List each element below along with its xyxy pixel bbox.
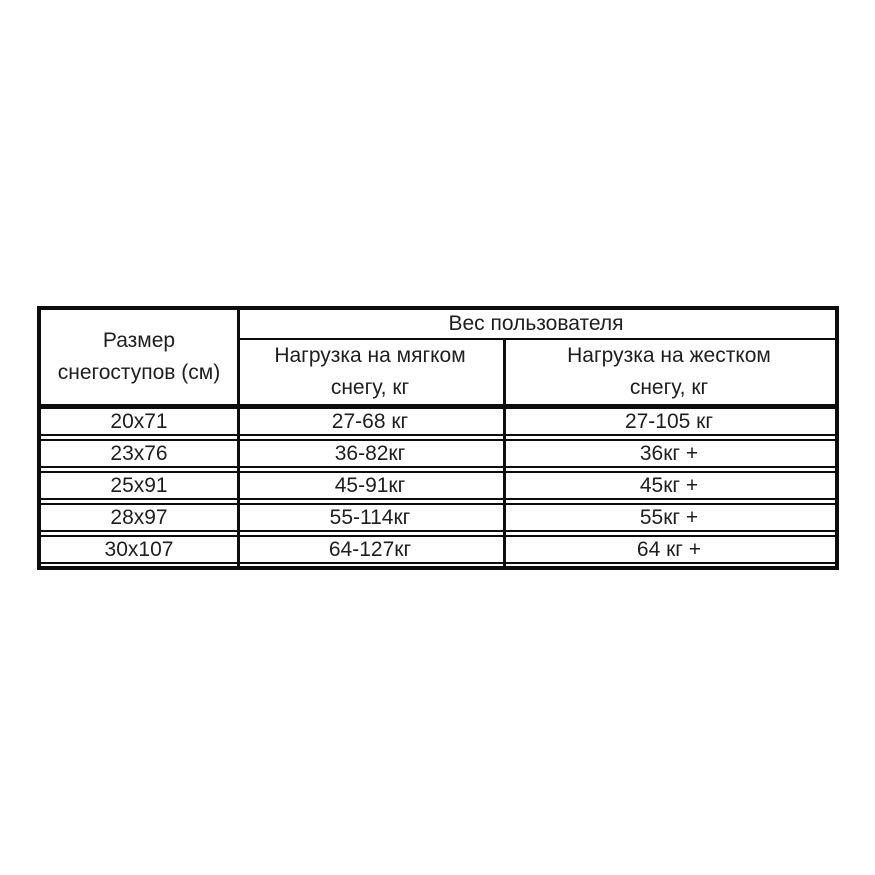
table-row — [41, 471, 835, 500]
size-cell: 20x71 — [110, 409, 168, 433]
hard-snow-load-cell: 45кг + — [639, 473, 699, 497]
table-row — [41, 503, 835, 532]
soft-snow-load-cell: 27-68 кг — [331, 409, 409, 433]
column-divider-2 — [503, 338, 506, 566]
soft-snow-column-header — [237, 340, 503, 404]
table-row — [41, 535, 835, 564]
size-cell: 28x97 — [110, 505, 168, 529]
soft-snow-header-line1: Нагрузка на мягком — [274, 344, 466, 367]
sub-headers — [237, 340, 835, 404]
size-header-line1: Размер — [102, 329, 176, 352]
soft-snow-load-cell: 64-127кг — [328, 537, 412, 561]
table-row — [41, 407, 835, 436]
size-cell: 30x107 — [104, 537, 174, 561]
size-column-header — [41, 310, 237, 404]
weight-header-group — [237, 310, 835, 404]
size-cell: 25x91 — [110, 473, 168, 497]
table-header — [41, 310, 835, 407]
size-cell: 23x76 — [110, 441, 168, 465]
column-divider-1 — [237, 310, 240, 566]
hard-snow-load-cell: 55кг + — [639, 505, 699, 529]
table-row — [41, 439, 835, 468]
hard-snow-load-cell: 36кг + — [639, 441, 699, 465]
hard-snow-load-cell: 64 кг + — [636, 537, 702, 561]
hard-snow-header-line2: снегу, кг — [629, 376, 709, 399]
soft-snow-load-cell: 36-82кг — [334, 441, 406, 465]
snowshoe-size-table — [37, 306, 839, 570]
soft-snow-load-cell: 55-114кг — [329, 505, 411, 529]
table-body — [41, 407, 835, 566]
soft-snow-load-cell: 45-91кг — [334, 473, 406, 497]
hard-snow-load-cell: 27-105 кг — [624, 409, 714, 433]
hard-snow-column-header — [503, 340, 835, 404]
user-weight-header: Вес пользователя — [237, 310, 835, 340]
size-header-line2: снегоступов (см) — [57, 361, 221, 384]
soft-snow-header-line2: снегу, кг — [330, 376, 410, 399]
hard-snow-header-line1: Нагрузка на жестком — [567, 344, 771, 367]
